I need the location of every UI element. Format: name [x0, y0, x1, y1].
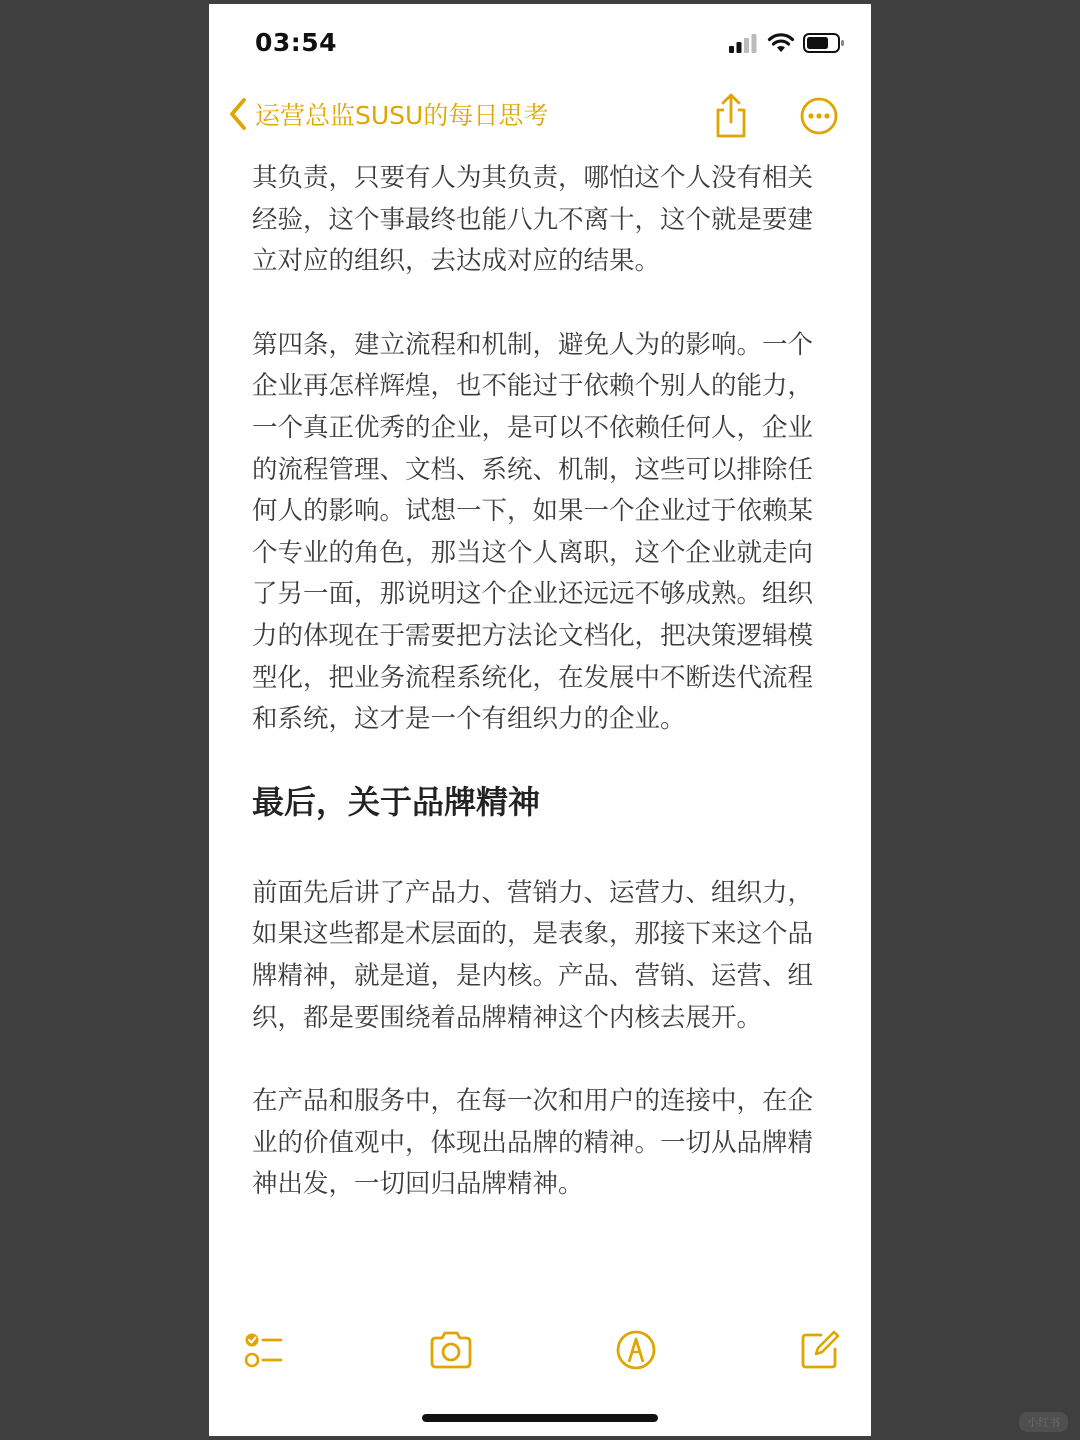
- battery-icon: [803, 32, 845, 54]
- paragraph-spacer: [252, 283, 832, 325]
- back-button[interactable]: [227, 96, 548, 132]
- phone-screen: [209, 4, 871, 1436]
- checklist-button[interactable]: [241, 1327, 287, 1373]
- note-heading: 最后，关于品牌精神: [252, 782, 541, 821]
- note-body[interactable]: [252, 158, 832, 1206]
- camera-button[interactable]: [428, 1327, 474, 1373]
- markup-button[interactable]: [613, 1327, 659, 1373]
- wifi-icon: [767, 33, 795, 53]
- back-button-label: 运营总监SUSU的每日思考: [255, 101, 549, 130]
- checklist-icon: [241, 1327, 287, 1373]
- note-paragraph: 其负责，只要有人为其负责，哪怕这个人没有相关经验，这个事最终也能八九不离十，这个就是要建立对应的组织，去达成对应的结果。: [252, 163, 814, 277]
- share-icon: [709, 92, 753, 140]
- status-time: 03:54: [255, 28, 338, 57]
- navigation-bar: [209, 84, 871, 150]
- chevron-left-icon: [227, 96, 249, 132]
- home-indicator[interactable]: [422, 1414, 658, 1422]
- bottom-toolbar: [209, 1319, 871, 1379]
- cellular-signal-icon: [729, 33, 759, 53]
- markup-icon: [613, 1327, 659, 1373]
- note-paragraph: 在产品和服务中，在每一次和用户的连接中，在企业的价值观中，体现出品牌的精神。一切从品牌精神出发，一切回归品牌精神。: [252, 1086, 814, 1200]
- watermark: 小红书: [1019, 1412, 1068, 1432]
- more-button[interactable]: [797, 94, 841, 138]
- camera-icon: [428, 1327, 474, 1373]
- status-bar: [209, 4, 871, 84]
- share-button[interactable]: [709, 92, 753, 140]
- compose-icon: [797, 1327, 843, 1373]
- note-paragraph: 前面先后讲了产品力、营销力、运营力、组织力，如果这些都是术层面的，是表象，那接下来这个品牌精神，就是道，是内核。产品、营销、运营、组织，都是要围绕着品牌精神这个内核去展开。: [252, 877, 814, 1033]
- status-icons: [729, 32, 845, 54]
- note-paragraph: 第四条，建立流程和机制，避免人为的影响。一个企业再怎样辉煌，也不能过于依赖个别人的能力，一个真正优秀的企业，是可以不依赖任何人，企业的流程管理、文档、系统、机制，这些可以排除任何人的影响。试想一下，如果一个企业过于依赖某个专业的角色，那当这个人离职，这个企业就走向了另一面，那说明这个企业还远远不够成熟。组织力的体现在于需要把方法论文档化，把决策逻辑模型化，把业务流程系统化，在发展中不断迭代流程和系统，这才是一个有组织力的企业。: [252, 329, 814, 735]
- paragraph-spacer: [252, 1039, 832, 1081]
- more-icon: [797, 94, 841, 138]
- compose-button[interactable]: [797, 1327, 843, 1373]
